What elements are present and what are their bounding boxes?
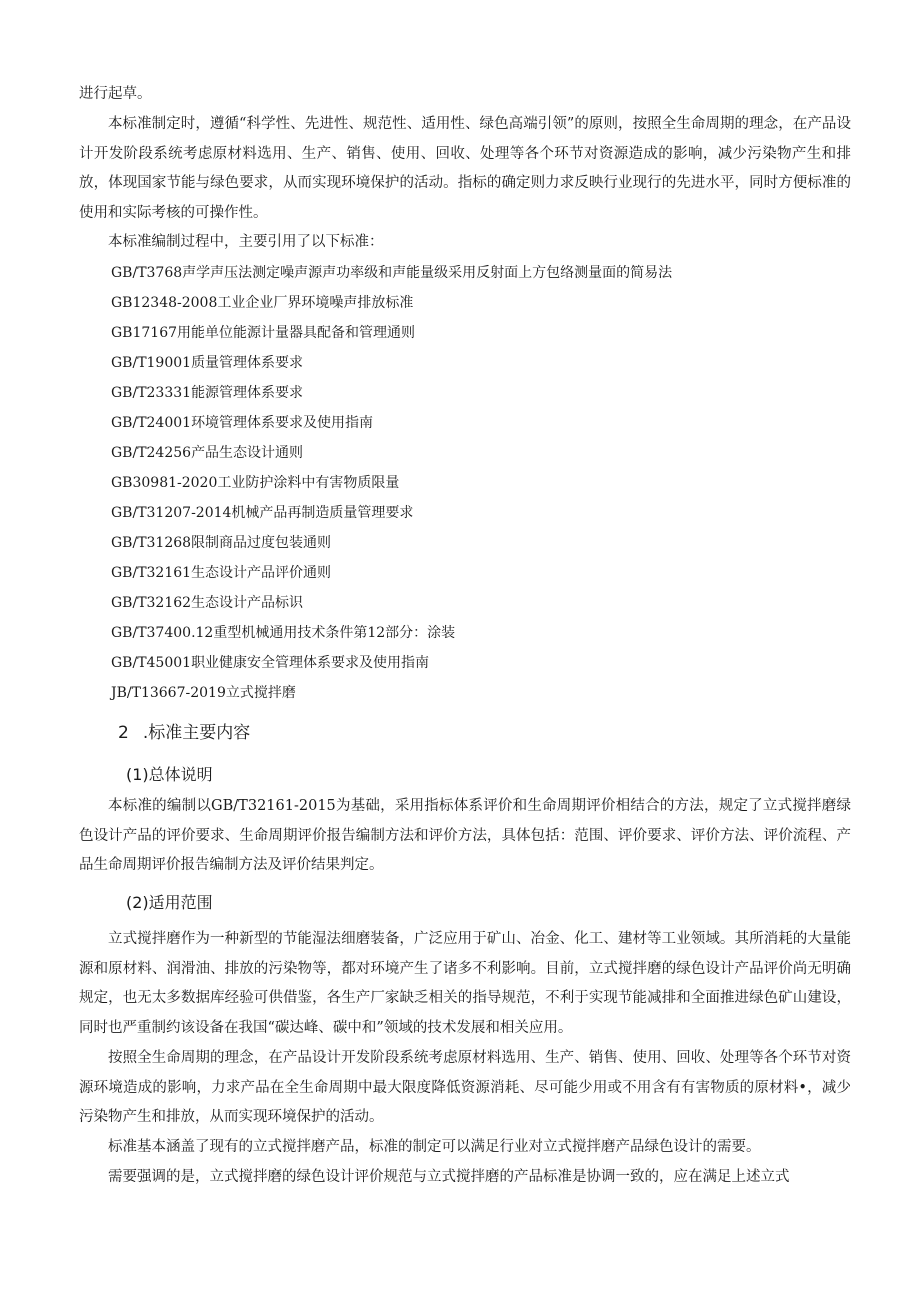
reference-item: GB30981-2020工业防护涂料中有害物质限量 [111, 475, 400, 491]
emphasis-paragraph: 需要强调的是，立式搅拌磨的绿色设计评价规范与立式搅拌磨的产品标准是协调一致的，应在满足上述立式 [108, 1169, 790, 1185]
reference-item: GB/T31268限制商品过度包装通则 [111, 535, 332, 551]
reference-standards-list [111, 258, 672, 708]
reference-item: GB17167用能单位能源计量器具配备和管理通则 [111, 325, 416, 341]
reference-item: GB/T32161生态设计产品评价通则 [111, 565, 332, 581]
reference-item: GB/T24256产品生态设计通则 [111, 445, 304, 461]
lifecycle-paragraph: 按照全生命周期的理念，在产品设计开发阶段系统考虑原材料选用、生产、销售、使用、回收、处理等各个环节对资源环境造成的影响，力求产品在全生命周期中最大限度降低资源消耗、尽可能少用或不用含有有害物质的原材料•，减少污染物产生和排放，从而实现环境保护的活动。 [79, 1050, 851, 1125]
reference-item: JB/T13667-2019立式搅拌磨 [111, 685, 296, 701]
principle-paragraph: 本标准制定时，遵循“科学性、先进性、规范性、适用性、绿色高端引领”的原则，按照全生命周期的理念，在产品设计开发阶段系统考虑原材料选用、生产、销售、使用、回收、处理等各个环节对资源造成的影响，减少污染物产生和排放，体现国家节能与绿色要求，从而实现环境保护的活动。指标的确定则力求反映行业现行的先进水平，同时方便标准的使用和实际考核的可操作性。 [79, 116, 851, 221]
reference-item: GB/T31207-2014机械产品再制造质量管理要求 [111, 505, 414, 521]
reference-item: GB/T19001质量管理体系要求 [111, 355, 304, 371]
reference-item: GB/T24001环境管理体系要求及使用指南 [111, 415, 374, 431]
coverage-paragraph: 标准基本涵盖了现有的立式搅拌磨产品，标准的制定可以满足行业对立式搅拌磨产品绿色设计的需要。 [108, 1139, 761, 1155]
section-title: .标准主要内容 [142, 723, 251, 743]
reference-item: GB/T45001职业健康安全管理体系要求及使用指南 [111, 655, 430, 671]
section-number: 2 [118, 723, 129, 743]
overview-paragraph: 本标准的编制以GB/T32161-2015为基础，采用指标体系评价和生命周期评价相结合的方法，规定了立式搅拌磨绿色设计产品的评价要求、生命周期评价报告编制方法和评价方法，具体包括：范围、评价要求、评价方法、评价流程、产品生命周期评价报告编制方法及评价结果判定。 [79, 798, 851, 873]
reference-item: GB/T23331能源管理体系要求 [111, 385, 304, 401]
section-heading [118, 718, 250, 748]
references-intro: 本标准编制过程中，主要引用了以下标准： [108, 234, 384, 250]
subsection-heading-scope: (2)适用范围 [126, 893, 213, 912]
reference-item: GB12348-2008工业企业厂界环境噪声排放标准 [111, 295, 414, 311]
reference-item: GB/T37400.12重型机械通用技术条件第12部分：涂装 [111, 625, 456, 641]
subsection-heading-overview: (1)总体说明 [126, 765, 213, 784]
reference-item: GB/T32162生态设计产品标识 [111, 595, 304, 611]
scope-paragraph: 立式搅拌磨作为一种新型的节能湿法细磨装备，广泛应用于矿山、冶金、化工、建材等工业领域。其所消耗的大量能源和原材料、润滑油、排放的污染物等，都对环境产生了诸多不利影响。目前，立式搅拌磨的绿色设计产品评价尚无明确规定，也无太多数据库经验可供借鉴，各生产厂家缺乏相关的指导规范，不利于实现节能减排和全面推进绿色矿山建设，同时也严重制约该设备在我国“碳达峰、碳中和”领域的技术发展和相关应用。 [79, 931, 851, 1036]
intro-continuation: 进行起草。 [79, 86, 152, 102]
reference-item: GB/T3768声学声压法测定噪声源声功率级和声能量级采用反射面上方包络测量面的简易法 [111, 265, 673, 281]
